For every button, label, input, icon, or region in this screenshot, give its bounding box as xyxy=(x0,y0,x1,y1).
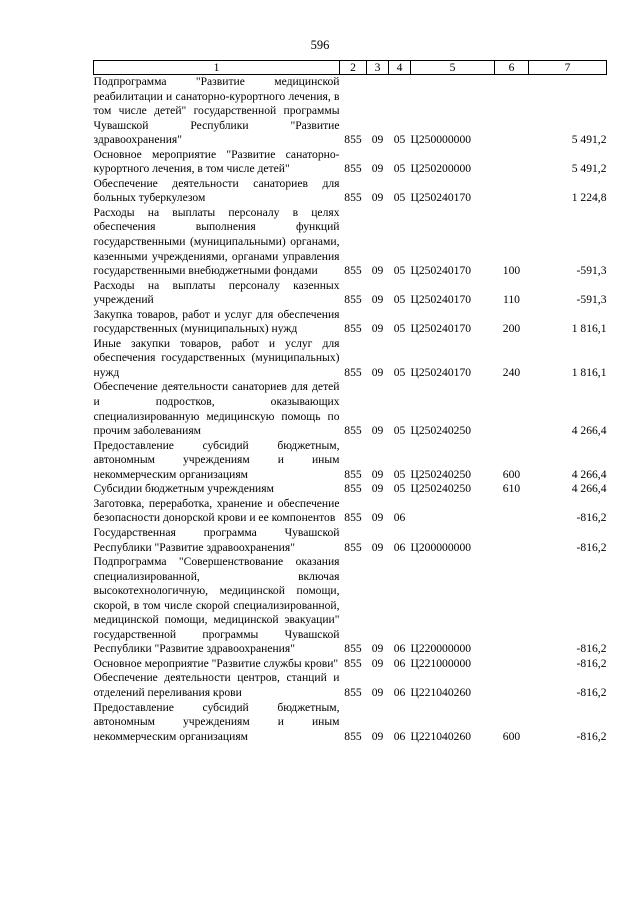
row-description: Подпрограмма "Совершенствование оказания специализированной, включая высокотехнологичную, медицинской помощи, скорой, в том числе скорой специализированной, медицинской помощи, медицинской эвакуации" государственной программы Чувашской Республики "Развитие здравоохранения" xyxy=(93,555,340,656)
table-header-row xyxy=(94,61,607,75)
row-subsection-code: 06 xyxy=(393,656,406,670)
row-amount: 5 491,2 xyxy=(571,162,607,176)
row-expense-type-code xyxy=(495,526,529,555)
row-subsection-code: 05 xyxy=(393,191,406,205)
row-target-article-code: Ц250240170 xyxy=(410,322,472,336)
row-amount: -816,2 xyxy=(576,656,607,670)
row-expense-type-code: 600 xyxy=(502,729,521,743)
row-section-code: 09 xyxy=(371,264,384,278)
row-section-code: 09 xyxy=(371,540,384,554)
column-header: 1 xyxy=(94,61,340,75)
row-section-code: 09 xyxy=(371,322,384,336)
row-expense-type-code xyxy=(495,380,529,438)
row-subsection-code: 05 xyxy=(393,162,406,176)
row-description: Предоставление субсидий бюджетным, автономным учреждениям и иным некоммерческим организациям xyxy=(93,438,340,481)
row-amount: 5 491,2 xyxy=(571,133,607,147)
row-description: Основное мероприятие "Развитие санаторно-курортного лечения, в том числе детей" xyxy=(93,147,340,176)
row-subsection-code: 05 xyxy=(393,467,406,481)
row-amount: -816,2 xyxy=(576,685,607,699)
row-target-article-code: Ц250240170 xyxy=(410,365,472,379)
row-description: Обеспечение деятельности центров, станций и отделений переливания крови xyxy=(93,671,340,699)
table-row xyxy=(94,206,607,279)
row-description: Расходы на выплаты персоналу в целях обеспечения выполнения функций государственными (муниципальными) органами, казенными учреждениями, органами управления государственными внебюджетными фондами xyxy=(93,205,340,278)
row-target-article-code: Ц221040260 xyxy=(410,685,472,699)
row-ministry-code: 855 xyxy=(344,162,362,176)
row-subsection-code: 05 xyxy=(393,264,406,278)
row-expense-type-code xyxy=(495,75,529,148)
row-expense-type-code xyxy=(495,555,529,657)
row-ministry-code: 855 xyxy=(344,482,362,496)
row-target-article-code: Ц250200000 xyxy=(410,162,472,176)
column-header: 4 xyxy=(389,61,411,75)
row-target-article-code: Ц250240170 xyxy=(410,264,472,278)
row-ministry-code: 855 xyxy=(344,424,362,438)
row-expense-type-code xyxy=(495,148,529,177)
row-description: Субсидии бюджетным учреждениям xyxy=(93,482,274,496)
row-target-article-code: Ц221000000 xyxy=(410,656,472,670)
row-section-code: 09 xyxy=(371,293,384,307)
row-ministry-code: 855 xyxy=(344,322,362,336)
row-section-code: 09 xyxy=(371,467,384,481)
row-ministry-code: 855 xyxy=(344,511,362,525)
table-row xyxy=(94,497,607,526)
table-body xyxy=(94,75,607,745)
row-ministry-code: 855 xyxy=(344,729,362,743)
row-target-article-code: Ц250240170 xyxy=(410,191,472,205)
row-expense-type-code: 600 xyxy=(502,467,521,481)
row-expense-type-code xyxy=(495,497,529,526)
row-ministry-code: 855 xyxy=(344,642,362,656)
row-target-article-code: Ц250000000 xyxy=(410,133,472,147)
table-row xyxy=(94,439,607,483)
row-subsection-code: 06 xyxy=(393,511,406,525)
table-row xyxy=(94,380,607,438)
row-ministry-code: 855 xyxy=(344,191,362,205)
row-expense-type-code: 200 xyxy=(502,322,521,336)
row-subsection-code: 06 xyxy=(393,642,406,656)
row-target-article-code: Ц221040260 xyxy=(410,729,472,743)
row-amount: -816,2 xyxy=(576,642,607,656)
row-subsection-code: 06 xyxy=(393,685,406,699)
row-section-code: 09 xyxy=(371,511,384,525)
table-row xyxy=(94,308,607,337)
row-description: Подпрограмма "Развитие медицинской реабилитации и санаторно-курортного лечения, в том числе детей" государственной программы Чувашской Республики "Развитие здравоохранения" xyxy=(93,75,340,147)
row-section-code: 09 xyxy=(371,133,384,147)
row-ministry-code: 855 xyxy=(344,264,362,278)
column-header: 5 xyxy=(411,61,495,75)
row-amount: -591,3 xyxy=(576,264,607,278)
row-expense-type-code xyxy=(495,671,529,700)
row-description: Расходы на выплаты персоналу казенных учреждений xyxy=(93,278,340,307)
row-section-code: 09 xyxy=(371,424,384,438)
row-amount: -816,2 xyxy=(576,511,607,525)
row-amount: -591,3 xyxy=(576,293,607,307)
table-row xyxy=(94,279,607,308)
row-ministry-code: 855 xyxy=(344,685,362,699)
row-section-code: 09 xyxy=(371,162,384,176)
row-ministry-code: 855 xyxy=(344,293,362,307)
row-ministry-code: 855 xyxy=(344,656,362,670)
row-target-article-code: Ц220000000 xyxy=(410,642,472,656)
row-section-code: 09 xyxy=(371,482,384,496)
row-description: Заготовка, переработка, хранение и обеспечение безопасности донорской крови и ее компонентов xyxy=(93,496,340,525)
row-amount: 4 266,4 xyxy=(571,424,607,438)
row-amount: -816,2 xyxy=(576,540,607,554)
row-description: Обеспечение деятельности санаториев для больных туберкулезом xyxy=(93,176,340,205)
page-number: 596 xyxy=(310,38,330,52)
row-amount: 4 266,4 xyxy=(571,482,607,496)
row-section-code: 09 xyxy=(371,685,384,699)
row-ministry-code: 855 xyxy=(344,133,362,147)
budget-table xyxy=(93,60,607,744)
row-description: Закупка товаров, работ и услуг для обеспечения государственных (муниципальных) нужд xyxy=(93,307,340,336)
row-expense-type-code: 610 xyxy=(502,482,521,496)
row-section-code: 09 xyxy=(371,191,384,205)
table-row xyxy=(94,148,607,177)
row-description: Предоставление субсидий бюджетным, автономным учреждениям и иным некоммерческим организациям xyxy=(93,700,340,743)
row-expense-type-code xyxy=(495,177,529,206)
row-target-article-code: Ц250240250 xyxy=(410,424,472,438)
row-amount: 1 816,1 xyxy=(571,322,607,336)
row-amount: -816,2 xyxy=(576,729,607,743)
row-section-code: 09 xyxy=(371,656,384,670)
row-description: Государственная программа Чувашской Республики "Развитие здравоохранения" xyxy=(93,525,340,554)
column-header: 7 xyxy=(529,61,607,75)
row-ministry-code: 855 xyxy=(344,365,362,379)
column-header: 2 xyxy=(340,61,367,75)
row-expense-type-code xyxy=(495,657,529,672)
table-row xyxy=(94,555,607,657)
table-row xyxy=(94,337,607,381)
column-header: 3 xyxy=(367,61,389,75)
row-subsection-code: 06 xyxy=(393,729,406,743)
row-subsection-code: 05 xyxy=(393,482,406,496)
row-subsection-code: 05 xyxy=(393,133,406,147)
row-subsection-code: 05 xyxy=(393,365,406,379)
row-section-code: 09 xyxy=(371,365,384,379)
row-description: Иные закупки товаров, работ и услуг для обеспечения государственных (муниципальных) нужд xyxy=(93,336,340,379)
row-expense-type-code: 110 xyxy=(503,293,520,307)
column-header: 6 xyxy=(495,61,529,75)
row-subsection-code: 06 xyxy=(393,540,406,554)
row-amount: 1 816,1 xyxy=(571,365,607,379)
row-subsection-code: 05 xyxy=(393,424,406,438)
row-amount: 4 266,4 xyxy=(571,467,607,481)
table-row xyxy=(94,177,607,206)
row-ministry-code: 855 xyxy=(344,540,362,554)
row-expense-type-code: 100 xyxy=(502,264,521,278)
row-amount: 1 224,8 xyxy=(571,191,607,205)
table-row xyxy=(94,657,607,672)
row-description: Обеспечение деятельности санаториев для детей и подростков, оказывающих специализированную медицинскую помощь по прочим заболеваниям xyxy=(93,380,340,438)
row-expense-type-code: 240 xyxy=(502,365,521,379)
row-section-code: 09 xyxy=(371,642,384,656)
row-subsection-code: 05 xyxy=(393,322,406,336)
table-row xyxy=(94,482,607,497)
row-target-article-code: Ц200000000 xyxy=(410,540,472,554)
row-subsection-code: 05 xyxy=(393,293,406,307)
table-row xyxy=(94,526,607,555)
row-section-code: 09 xyxy=(371,729,384,743)
row-ministry-code: 855 xyxy=(344,467,362,481)
row-target-article-code: Ц250240250 xyxy=(410,482,472,496)
table-row xyxy=(94,671,607,700)
row-target-article-code: Ц250240250 xyxy=(410,467,472,481)
row-target-article-code: Ц250240170 xyxy=(410,293,472,307)
row-description: Основное мероприятие "Развитие службы крови" xyxy=(93,656,339,670)
row-target-article-code xyxy=(411,497,495,526)
table-row xyxy=(94,75,607,148)
table-row xyxy=(94,701,607,745)
